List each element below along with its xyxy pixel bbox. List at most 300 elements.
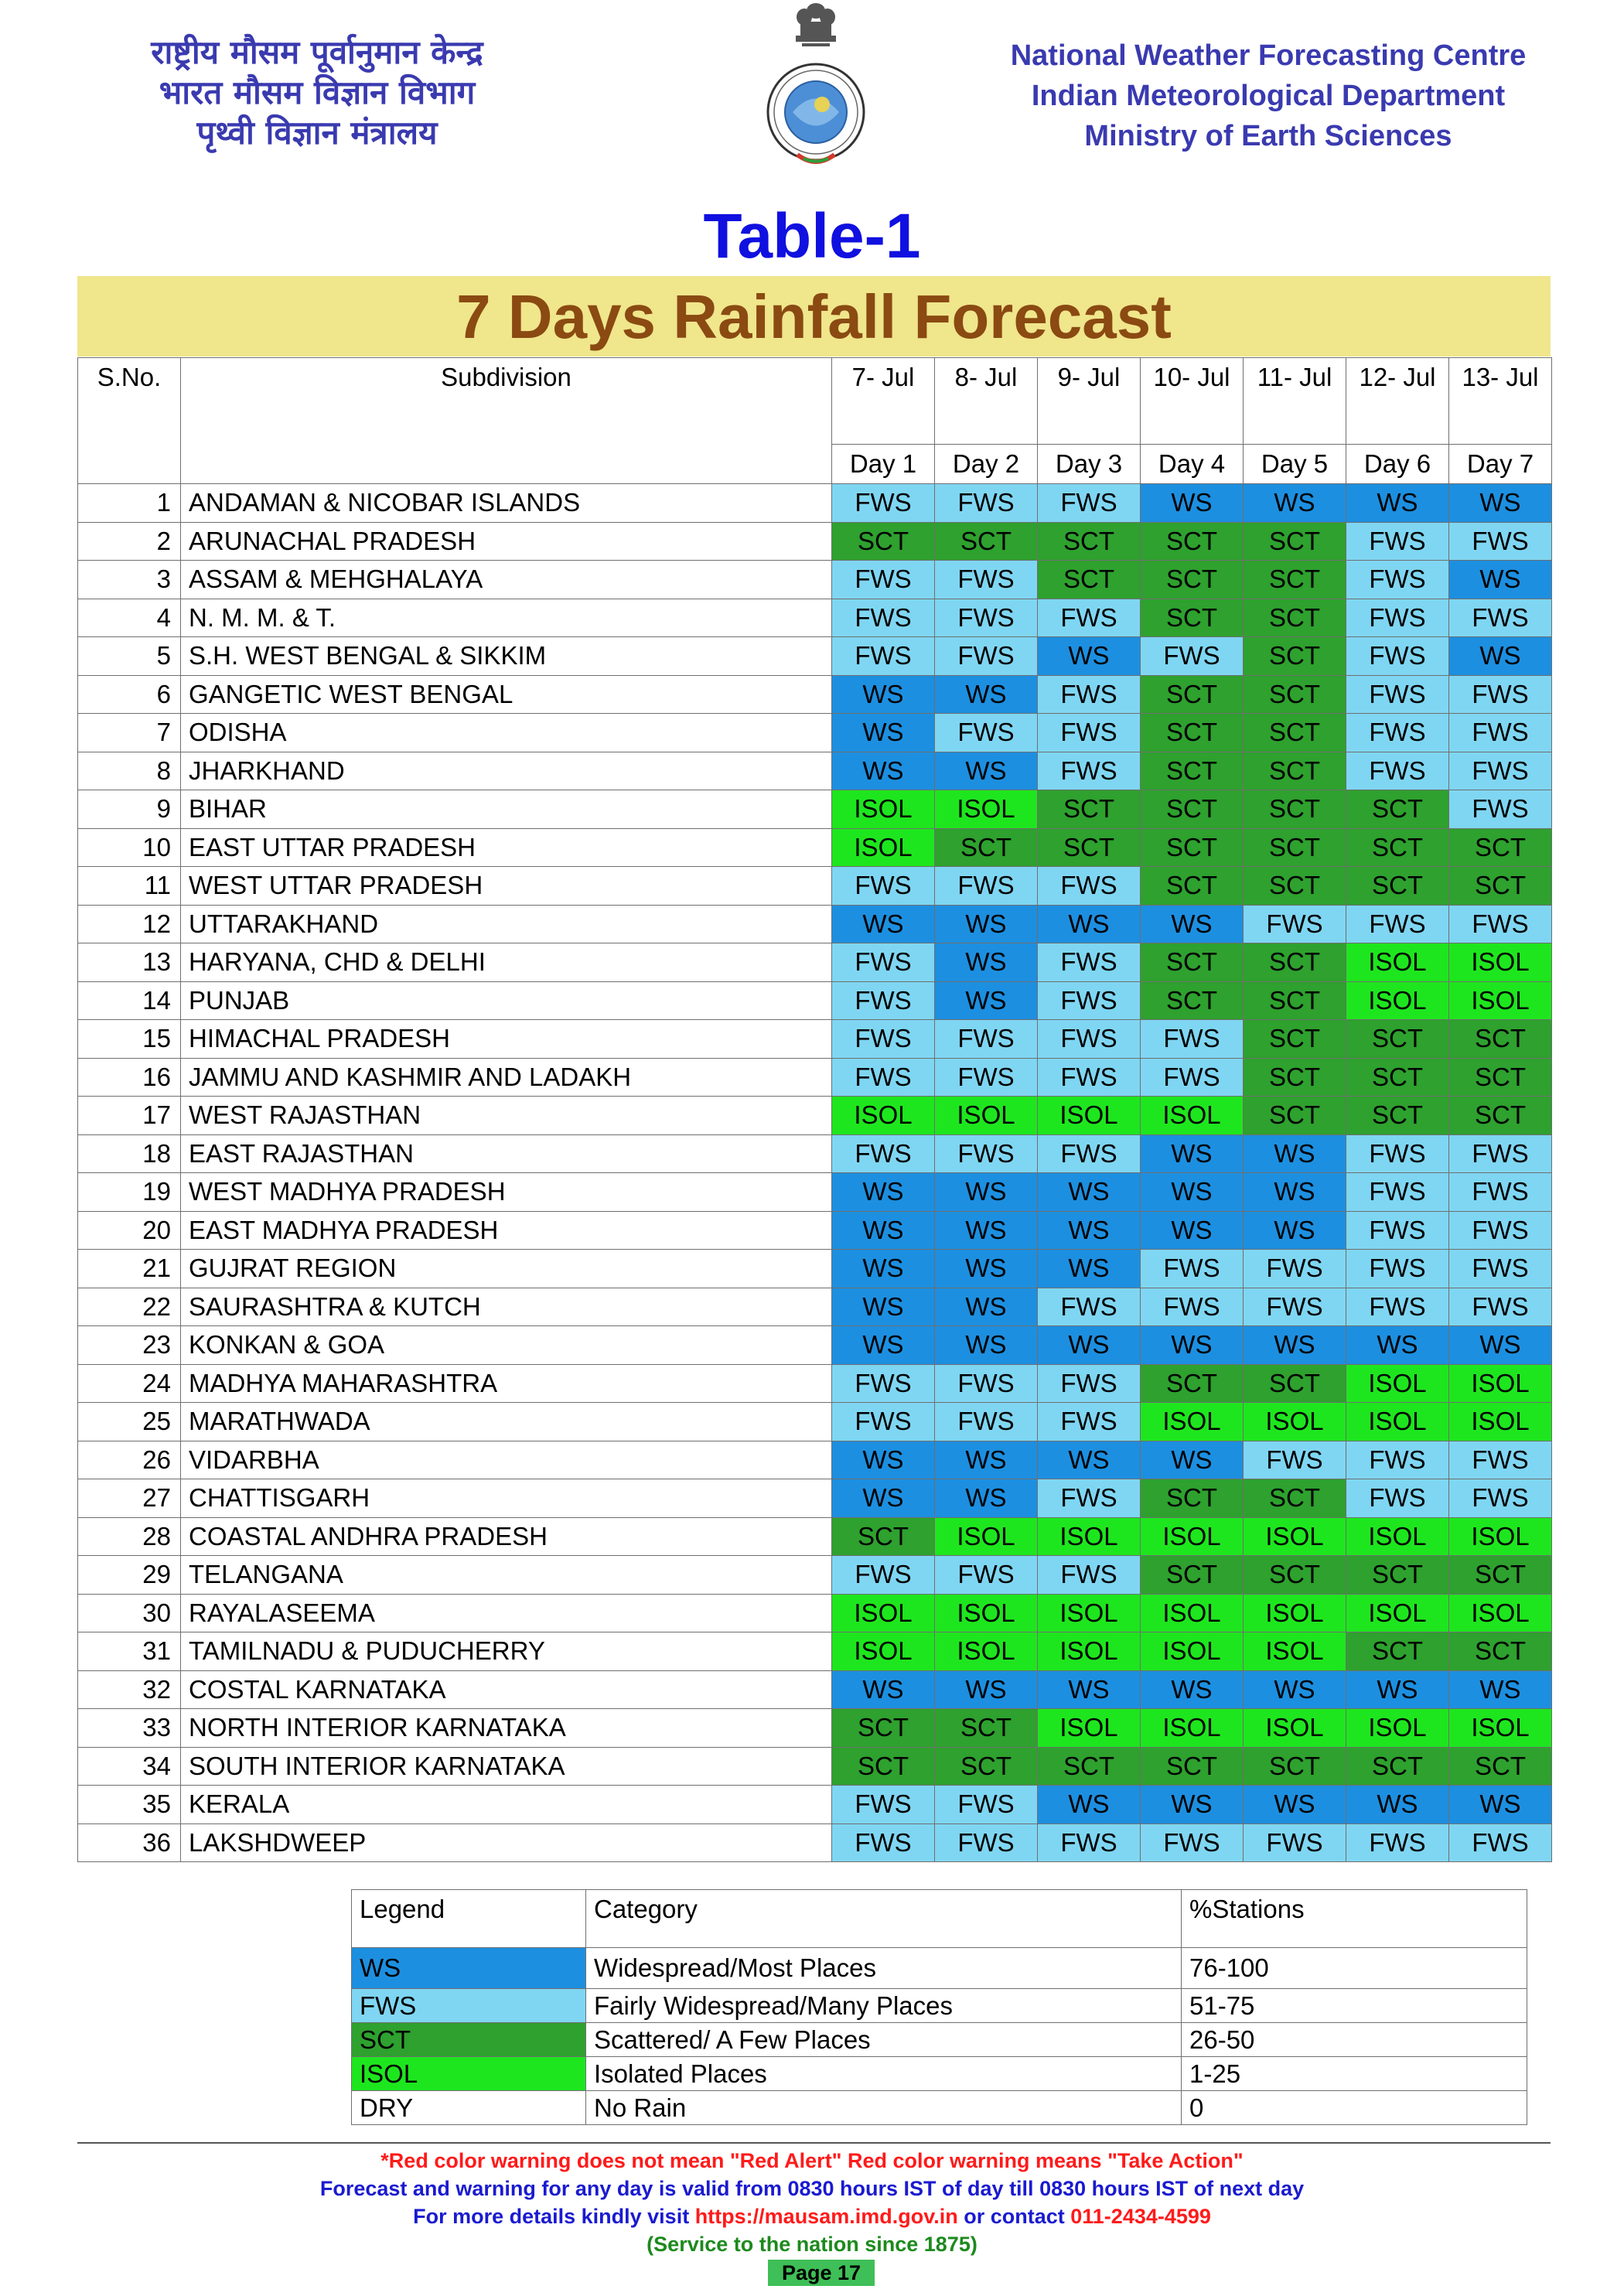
row-sno: 4	[78, 599, 181, 637]
forecast-cell: FWS	[935, 1786, 1038, 1824]
forecast-cell: FWS	[935, 867, 1038, 906]
forecast-cell: ISOL	[1449, 1364, 1552, 1403]
forecast-cell: WS	[1038, 1173, 1141, 1212]
forecast-cell: FWS	[1038, 1288, 1141, 1326]
forecast-cell: WS	[832, 1173, 935, 1212]
footer-red-warning-note: *Red color warning does not mean "Red Alert" Red color warning means "Take Action"	[380, 2149, 1244, 2172]
forecast-cell: FWS	[1038, 599, 1141, 637]
forecast-cell: WS	[832, 1250, 935, 1288]
row-subdivision: N. M. M. & T.	[181, 599, 832, 637]
forecast-cell: ISOL	[1038, 1097, 1141, 1135]
row-sno: 28	[78, 1517, 181, 1556]
table-row	[78, 1517, 1552, 1556]
forecast-cell: SCT	[1141, 714, 1244, 752]
forecast-cell: SCT	[832, 522, 935, 561]
forecast-cell: FWS	[1244, 905, 1346, 943]
forecast-cell: SCT	[935, 1747, 1038, 1786]
forecast-cell: FWS	[1346, 1441, 1449, 1479]
forecast-cell: FWS	[935, 1556, 1038, 1595]
forecast-cell: FWS	[1449, 675, 1552, 714]
forecast-cell: FWS	[935, 714, 1038, 752]
row-sno: 23	[78, 1326, 181, 1365]
forecast-cell: SCT	[1244, 828, 1346, 867]
table-row	[78, 1441, 1552, 1479]
forecast-cell: FWS	[1244, 1823, 1346, 1862]
forecast-cell: FWS	[1141, 1250, 1244, 1288]
forecast-cell: ISOL	[1244, 1709, 1346, 1748]
table-row	[78, 1288, 1552, 1326]
legend-category: No Rain	[586, 2091, 1182, 2125]
forecast-cell: FWS	[832, 867, 935, 906]
forecast-cell: WS	[1244, 484, 1346, 523]
forecast-cell: WS	[1141, 1786, 1244, 1824]
forecast-cell: WS	[1449, 1670, 1552, 1709]
legend-stations: 0	[1182, 2091, 1527, 2125]
forecast-cell: SCT	[1141, 675, 1244, 714]
forecast-cell: SCT	[1244, 1097, 1346, 1135]
forecast-cell: WS	[1244, 1786, 1346, 1824]
forecast-cell: ISOL	[1449, 1709, 1552, 1748]
forecast-cell: FWS	[1346, 1211, 1449, 1250]
forecast-cell: FWS	[935, 1364, 1038, 1403]
forecast-cell: WS	[832, 1326, 935, 1365]
forecast-cell: FWS	[1038, 675, 1141, 714]
forecast-cell: WS	[832, 1479, 935, 1518]
forecast-cell: FWS	[1346, 1134, 1449, 1173]
forecast-cell: SCT	[1141, 867, 1244, 906]
forecast-cell: SCT	[1449, 1556, 1552, 1595]
forecast-cell: SCT	[1346, 828, 1449, 867]
header-day: Day 6	[1346, 444, 1449, 483]
table-row	[78, 1364, 1552, 1403]
forecast-cell: ISOL	[832, 1632, 935, 1671]
footer-contact-mid: or contact	[957, 2205, 1071, 2228]
forecast-cell: FWS	[1038, 1479, 1141, 1518]
forecast-cell: SCT	[1141, 1479, 1244, 1518]
forecast-cell: ISOL	[1449, 1517, 1552, 1556]
forecast-cell: ISOL	[1346, 1594, 1449, 1632]
forecast-cell: SCT	[1141, 1556, 1244, 1595]
row-sno: 10	[78, 828, 181, 867]
header-date: 9- Jul	[1038, 358, 1141, 445]
forecast-cell: FWS	[832, 943, 935, 982]
legend-stations: 51-75	[1182, 1989, 1527, 2023]
table-row	[78, 981, 1552, 1020]
imd-website-link[interactable]: https://mausam.imd.gov.in	[694, 2205, 958, 2228]
row-sno: 35	[78, 1786, 181, 1824]
forecast-cell: FWS	[1449, 1479, 1552, 1518]
forecast-cell: WS	[1038, 1786, 1141, 1824]
legend-row	[352, 2057, 1527, 2091]
table-row	[78, 714, 1552, 752]
row-subdivision: RAYALASEEMA	[181, 1594, 832, 1632]
row-sno: 34	[78, 1747, 181, 1786]
row-subdivision: UTTARAKHAND	[181, 905, 832, 943]
forecast-cell: ISOL	[1244, 1403, 1346, 1441]
forecast-cell: ISOL	[1141, 1517, 1244, 1556]
header-date: 12- Jul	[1346, 358, 1449, 445]
forecast-cell: FWS	[1038, 867, 1141, 906]
forecast-cell: ISOL	[935, 790, 1038, 829]
row-subdivision: ARUNACHAL PRADESH	[181, 522, 832, 561]
forecast-cell: FWS	[1244, 1441, 1346, 1479]
row-sno: 27	[78, 1479, 181, 1518]
table-title: Table-1	[703, 201, 921, 271]
forecast-cell: FWS	[1346, 1288, 1449, 1326]
forecast-cell: WS	[1244, 1326, 1346, 1365]
forecast-cell: FWS	[1449, 1823, 1552, 1862]
forecast-cell: ISOL	[832, 1594, 935, 1632]
forecast-cell: SCT	[935, 1709, 1038, 1748]
forecast-cell: FWS	[1038, 1403, 1141, 1441]
forecast-cell: WS	[1141, 1441, 1244, 1479]
row-sno: 16	[78, 1058, 181, 1097]
row-sno: 2	[78, 522, 181, 561]
header-subdivision: Subdivision	[181, 358, 832, 484]
footer-validity-note: Forecast and warning for any day is valid from 0830 hours IST of day till 0830 hours IST of next day	[319, 2177, 1305, 2200]
forecast-cell: ISOL	[935, 1632, 1038, 1671]
forecast-cell: FWS	[1449, 905, 1552, 943]
row-subdivision: SAURASHTRA & KUTCH	[181, 1288, 832, 1326]
row-sno: 30	[78, 1594, 181, 1632]
forecast-cell: WS	[1449, 637, 1552, 676]
row-sno: 33	[78, 1709, 181, 1748]
table-row	[78, 1670, 1552, 1709]
row-sno: 8	[78, 752, 181, 790]
forecast-cell: SCT	[1449, 828, 1552, 867]
forecast-cell: FWS	[832, 1823, 935, 1862]
row-subdivision: ODISHA	[181, 714, 832, 752]
forecast-cell: FWS	[935, 1020, 1038, 1059]
forecast-cell: ISOL	[1346, 1364, 1449, 1403]
row-subdivision: SOUTH INTERIOR KARNATAKA	[181, 1747, 832, 1786]
forecast-cell: FWS	[832, 1134, 935, 1173]
table-row	[78, 484, 1552, 523]
forecast-cell: SCT	[1346, 1556, 1449, 1595]
forecast-cell: FWS	[1449, 599, 1552, 637]
row-subdivision: KONKAN & GOA	[181, 1326, 832, 1365]
legend-code: SCT	[352, 2023, 586, 2057]
forecast-cell: SCT	[1038, 561, 1141, 599]
table-row	[78, 1594, 1552, 1632]
row-sno: 25	[78, 1403, 181, 1441]
header-day: Day 1	[832, 444, 935, 483]
forecast-cell: FWS	[1449, 714, 1552, 752]
legend-stations: 1-25	[1182, 2057, 1527, 2091]
row-sno: 19	[78, 1173, 181, 1212]
forecast-cell: ISOL	[1346, 981, 1449, 1020]
forecast-cell: SCT	[1244, 1058, 1346, 1097]
forecast-cell: SCT	[1141, 561, 1244, 599]
forecast-cell: SCT	[1244, 1364, 1346, 1403]
table-row	[78, 1556, 1552, 1595]
forecast-cell: WS	[1449, 1786, 1552, 1824]
imd-emblem-logo	[762, 0, 870, 179]
forecast-cell: SCT	[935, 828, 1038, 867]
forecast-cell: SCT	[1141, 981, 1244, 1020]
table-row	[78, 1020, 1552, 1059]
row-sno: 22	[78, 1288, 181, 1326]
forecast-cell: FWS	[832, 637, 935, 676]
row-subdivision: HARYANA, CHD & DELHI	[181, 943, 832, 982]
forecast-cell: WS	[935, 943, 1038, 982]
legend-category: Isolated Places	[586, 2057, 1182, 2091]
english-line-1: National Weather Forecasting Centre	[1010, 39, 1527, 72]
forecast-cell: SCT	[1449, 1632, 1552, 1671]
table-row	[78, 675, 1552, 714]
forecast-cell: SCT	[832, 1747, 935, 1786]
forecast-cell: SCT	[1038, 522, 1141, 561]
forecast-cell: FWS	[832, 1364, 935, 1403]
header-date: 8- Jul	[935, 358, 1038, 445]
legend-header-category: Category	[586, 1890, 1182, 1948]
forecast-cell: WS	[1038, 637, 1141, 676]
row-subdivision: EAST MADHYA PRADESH	[181, 1211, 832, 1250]
forecast-cell: FWS	[1449, 1250, 1552, 1288]
forecast-cell: FWS	[935, 1058, 1038, 1097]
table-row	[78, 1823, 1552, 1862]
table-row	[78, 637, 1552, 676]
forecast-cell: WS	[1346, 1326, 1449, 1365]
forecast-cell: FWS	[832, 981, 935, 1020]
forecast-cell: ISOL	[1449, 1403, 1552, 1441]
rainfall-forecast-table	[77, 357, 1552, 1862]
forecast-cell: ISOL	[832, 828, 935, 867]
contact-phone: 011-2434-4599	[1070, 2205, 1211, 2228]
legend-code: DRY	[352, 2091, 586, 2125]
forecast-cell: WS	[1038, 1670, 1141, 1709]
header-date: 13- Jul	[1449, 358, 1552, 445]
row-subdivision: MADHYA MAHARASHTRA	[181, 1364, 832, 1403]
row-subdivision: WEST RAJASTHAN	[181, 1097, 832, 1135]
forecast-cell: SCT	[1141, 828, 1244, 867]
row-subdivision: COSTAL KARNATAKA	[181, 1670, 832, 1709]
forecast-cell: ISOL	[1141, 1709, 1244, 1748]
forecast-cell: SCT	[1346, 1097, 1449, 1135]
forecast-cell: WS	[832, 752, 935, 790]
forecast-cell: WS	[935, 1250, 1038, 1288]
row-subdivision: COASTAL ANDHRA PRADESH	[181, 1517, 832, 1556]
row-sno: 6	[78, 675, 181, 714]
legend-row	[352, 1989, 1527, 2023]
forecast-cell: WS	[935, 981, 1038, 1020]
row-sno: 11	[78, 867, 181, 906]
forecast-cell: WS	[1346, 1786, 1449, 1824]
header-day: Day 5	[1244, 444, 1346, 483]
row-subdivision: HIMACHAL PRADESH	[181, 1020, 832, 1059]
table-row	[78, 1632, 1552, 1671]
english-line-3: Ministry of Earth Sciences	[1084, 120, 1452, 152]
forecast-cell: SCT	[1141, 790, 1244, 829]
forecast-cell: WS	[1141, 484, 1244, 523]
forecast-cell: FWS	[1346, 637, 1449, 676]
row-subdivision: TELANGANA	[181, 1556, 832, 1595]
forecast-cell: FWS	[1346, 752, 1449, 790]
forecast-cell: FWS	[1038, 1134, 1141, 1173]
header-date: 10- Jul	[1141, 358, 1244, 445]
forecast-cell: ISOL	[1346, 1403, 1449, 1441]
forecast-cell: WS	[1449, 1326, 1552, 1365]
forecast-cell: SCT	[1244, 943, 1346, 982]
forecast-cell: FWS	[1346, 1173, 1449, 1212]
table-row	[78, 828, 1552, 867]
forecast-cell: FWS	[1038, 1020, 1141, 1059]
forecast-cell: FWS	[1449, 752, 1552, 790]
forecast-cell: WS	[1141, 1134, 1244, 1173]
forecast-cell: FWS	[1038, 484, 1141, 523]
forecast-cell: FWS	[1449, 522, 1552, 561]
forecast-cell: FWS	[1141, 637, 1244, 676]
legend-table	[351, 1889, 1527, 2125]
forecast-cell: SCT	[1244, 1556, 1346, 1595]
forecast-cell: SCT	[1244, 1479, 1346, 1518]
row-sno: 14	[78, 981, 181, 1020]
row-subdivision: ANDAMAN & NICOBAR ISLANDS	[181, 484, 832, 523]
forecast-cell: SCT	[1244, 561, 1346, 599]
footer-contact-prefix: For more details kindly visit	[413, 2205, 695, 2228]
forecast-cell: SCT	[1141, 1364, 1244, 1403]
footer-service-note: (Service to the nation since 1875)	[647, 2233, 977, 2256]
legend-row	[352, 2091, 1527, 2125]
forecast-cell: SCT	[1244, 981, 1346, 1020]
forecast-cell: SCT	[1244, 599, 1346, 637]
forecast-cell: WS	[1038, 1250, 1141, 1288]
table-row	[78, 1250, 1552, 1288]
forecast-cell: FWS	[1038, 1364, 1141, 1403]
forecast-cell: WS	[1038, 1211, 1141, 1250]
forecast-cell: SCT	[1141, 1747, 1244, 1786]
forecast-cell: SCT	[1346, 1058, 1449, 1097]
row-subdivision: S.H. WEST BENGAL & SIKKIM	[181, 637, 832, 676]
forecast-cell: SCT	[1449, 1058, 1552, 1097]
row-subdivision: KERALA	[181, 1786, 832, 1824]
forecast-cell: FWS	[1038, 1823, 1141, 1862]
forecast-cell: FWS	[1038, 1556, 1141, 1595]
forecast-cell: SCT	[1141, 522, 1244, 561]
table-row	[78, 599, 1552, 637]
header-day: Day 3	[1038, 444, 1141, 483]
row-sno: 1	[78, 484, 181, 523]
forecast-cell: ISOL	[1449, 981, 1552, 1020]
row-sno: 5	[78, 637, 181, 676]
forecast-cell: FWS	[1038, 1058, 1141, 1097]
hindi-org-name	[116, 32, 518, 153]
table-row	[78, 790, 1552, 829]
row-subdivision: EAST RAJASTHAN	[181, 1134, 832, 1173]
forecast-cell: WS	[1038, 1441, 1141, 1479]
legend-header-legend: Legend	[352, 1890, 586, 1948]
forecast-cell: WS	[935, 1211, 1038, 1250]
table-row	[78, 1479, 1552, 1518]
row-sno: 9	[78, 790, 181, 829]
legend-category: Fairly Widespread/Many Places	[586, 1989, 1182, 2023]
forecast-cell: FWS	[1346, 599, 1449, 637]
header-day: Day 4	[1141, 444, 1244, 483]
forecast-cell: WS	[832, 1288, 935, 1326]
hindi-line-3: पृथ्वी विज्ञान मंत्रालय	[196, 114, 438, 152]
forecast-cell: FWS	[1141, 1020, 1244, 1059]
forecast-cell: SCT	[1346, 1020, 1449, 1059]
forecast-cell: WS	[935, 1326, 1038, 1365]
forecast-cell: FWS	[935, 599, 1038, 637]
forecast-cell: SCT	[1244, 637, 1346, 676]
row-subdivision: EAST UTTAR PRADESH	[181, 828, 832, 867]
forecast-cell: FWS	[1449, 1441, 1552, 1479]
forecast-cell: WS	[935, 1479, 1038, 1518]
forecast-cell: SCT	[1244, 752, 1346, 790]
row-subdivision: LAKSHDWEEP	[181, 1823, 832, 1862]
forecast-cell: SCT	[1449, 1097, 1552, 1135]
forecast-cell: WS	[1141, 905, 1244, 943]
forecast-banner-title: 7 Days Rainfall Forecast	[77, 276, 1551, 357]
forecast-cell: WS	[1244, 1670, 1346, 1709]
legend-row	[352, 2023, 1527, 2057]
forecast-cell: WS	[1141, 1326, 1244, 1365]
forecast-cell: WS	[935, 905, 1038, 943]
forecast-cell: ISOL	[1141, 1632, 1244, 1671]
forecast-cell: SCT	[1244, 522, 1346, 561]
forecast-cell: FWS	[935, 561, 1038, 599]
legend-header-stations: %Stations	[1182, 1890, 1527, 1948]
forecast-cell: WS	[832, 675, 935, 714]
forecast-cell: WS	[935, 752, 1038, 790]
forecast-cell: FWS	[1346, 675, 1449, 714]
forecast-cell: SCT	[1244, 675, 1346, 714]
forecast-cell: SCT	[1244, 790, 1346, 829]
table-row	[78, 867, 1552, 906]
row-sno: 26	[78, 1441, 181, 1479]
forecast-cell: ISOL	[1141, 1594, 1244, 1632]
forecast-cell: FWS	[1346, 561, 1449, 599]
forecast-cell: FWS	[1346, 1250, 1449, 1288]
forecast-cell: ISOL	[1038, 1594, 1141, 1632]
forecast-cell: SCT	[1038, 828, 1141, 867]
forecast-cell: ISOL	[1346, 1517, 1449, 1556]
forecast-cell: SCT	[1346, 1632, 1449, 1671]
legend-stations: 76-100	[1182, 1948, 1527, 1989]
forecast-cell: SCT	[1346, 790, 1449, 829]
forecast-cell: FWS	[832, 1403, 935, 1441]
forecast-cell: SCT	[1244, 1747, 1346, 1786]
legend-stations: 26-50	[1182, 2023, 1527, 2057]
forecast-cell: FWS	[832, 1020, 935, 1059]
table-row	[78, 1058, 1552, 1097]
hindi-line-1: राष्ट्रीय मौसम पूर्वानुमान केन्द्र	[151, 33, 483, 71]
forecast-cell: WS	[832, 1670, 935, 1709]
forecast-cell: FWS	[832, 484, 935, 523]
forecast-cell: FWS	[1449, 1134, 1552, 1173]
forecast-cell: SCT	[1141, 599, 1244, 637]
forecast-cell: FWS	[1346, 1479, 1449, 1518]
row-sno: 20	[78, 1211, 181, 1250]
forecast-cell: ISOL	[1141, 1097, 1244, 1135]
english-line-2: Indian Meteorological Department	[1031, 80, 1506, 112]
forecast-cell: WS	[1141, 1670, 1244, 1709]
row-sno: 21	[78, 1250, 181, 1288]
forecast-cell: SCT	[832, 1709, 935, 1748]
forecast-cell: FWS	[1038, 943, 1141, 982]
forecast-cell: FWS	[1244, 1288, 1346, 1326]
forecast-cell: FWS	[1038, 752, 1141, 790]
row-sno: 15	[78, 1020, 181, 1059]
forecast-cell: FWS	[935, 1823, 1038, 1862]
table-row	[78, 1173, 1552, 1212]
forecast-cell: ISOL	[935, 1517, 1038, 1556]
forecast-cell: WS	[832, 905, 935, 943]
forecast-cell: SCT	[832, 1517, 935, 1556]
row-sno: 32	[78, 1670, 181, 1709]
forecast-cell: FWS	[1141, 1288, 1244, 1326]
